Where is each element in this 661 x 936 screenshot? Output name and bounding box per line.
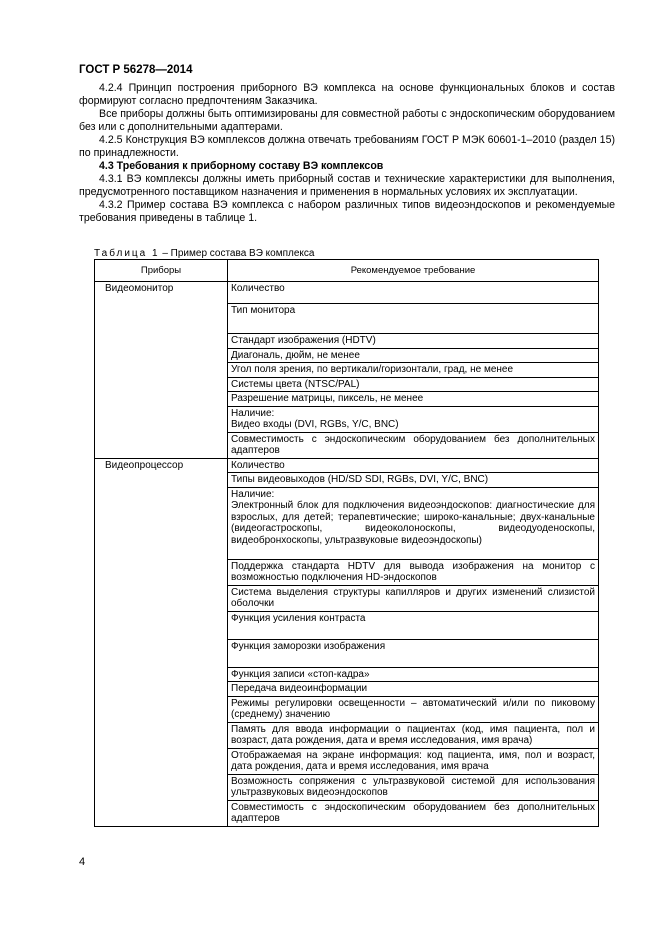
page-number: 4 [79,856,86,868]
requirement-cell: Системы цвета (NTSC/PAL) [228,377,599,392]
requirement-cell: Возможность сопряжения с ультразвуковой системой для использования ультразвуковых видеоэндоскопов [228,774,599,800]
table-caption-text: – Пример состава ВЭ комплекса [159,248,315,259]
requirement-cell: Память для ввода информации о пациентах (код, имя пациента, пол и возраст, дата рождения, дата и время исследования, имя врача) [228,722,599,748]
requirement-cell: Количество [228,458,599,473]
table-row [95,458,599,473]
requirement-cell: Количество [228,282,599,304]
requirement-cell: Типы видеовыходов (HD/SD SDI, RGBs, DVI, Y/C, BNC) [228,473,599,488]
requirement-cell: Наличие: Видео входы (DVI, RGBs, Y/C, BNC) [228,406,599,432]
body-text [79,82,615,225]
paragraph: 4.3.2 Пример состава ВЭ комплекса с набором различных типов видеоэндоскопов и рекомендуемые требования приведены в таблице 1. [79,199,615,224]
device-name: Видеомонитор [95,282,228,459]
paragraph: 4.2.5 Конструкция ВЭ комплексов должна отвечать требованиям ГОСТ Р МЭК 60601-1–2010 (раздел 15) по принадлежности. [79,134,615,159]
device-name: Видеопроцессор [95,458,228,826]
column-header-requirement: Рекомендуемое требование [228,260,599,282]
requirement-cell: Совместимость с эндоскопическим оборудованием без дополнительных адаптеров [228,800,599,826]
table-caption [94,248,314,259]
requirement-cell: Наличие: Электронный блок для подключения видеоэндоскопов: диагностические для взрослых, для детей; терапевтические; широко-канальные; двух-канальные (видеогастроскопы, видеоколоноскопы, видеодуоденоскопы, видеобронхоскопы, ультразвуковые видеоэндоскопы) [228,487,599,559]
requirement-cell: Режимы регулировки освещенности – автоматический и/или по пиковому (среднему) значению [228,696,599,722]
requirement-cell: Тип монитора [228,304,599,334]
requirement-cell: Совместимость с эндоскопическим оборудованием без дополнительных адаптеров [228,432,599,458]
document-id: ГОСТ Р 56278—2014 [79,64,193,76]
requirement-cell: Отображаемая на экране информация: код пациента, имя, пол и возраст, дата рождения, дата и время исследования, имя врача [228,748,599,774]
section-heading: 4.3 Требования к приборному составу ВЭ комплексов [99,160,384,172]
requirement-cell: Стандарт изображения (HDTV) [228,334,599,349]
table-row [95,282,599,304]
requirement-cell: Функция усиления контраста [228,611,599,639]
requirement-cell: Функция заморозки изображения [228,639,599,667]
paragraph: 4.3.1 ВЭ комплексы должны иметь приборный состав и технические характеристики для выполнения, предусмотренного поставщиком назначения и применения в нормальных условиях их эксплуатации. [79,173,615,198]
requirements-table [94,259,599,827]
requirement-cell: Разрешение матрицы, пиксель, не менее [228,392,599,407]
paragraph: 4.2.4 Принцип построения приборного ВЭ комплекса на основе функциональных блоков и состав формируют согласно предпочтениям Заказчика. [79,82,615,107]
requirement-cell: Передача видеоинформации [228,682,599,697]
requirement-cell: Поддержка стандарта HDTV для вывода изображения на монитор с возможностью подключения HD-эндоскопов [228,559,599,585]
requirement-cell: Диагональ, дюйм, не менее [228,348,599,363]
requirement-cell: Система выделения структуры капилляров и других изменений слизистой оболочки [228,585,599,611]
table-caption-label: Таблица 1 [94,248,160,259]
requirement-cell: Функция записи «стоп-кадра» [228,667,599,682]
column-header-devices: Приборы [95,260,228,282]
paragraph: Все приборы должны быть оптимизированы для совместной работы с эндоскопическим оборудованием без или с дополнительными адаптерами. [79,108,615,133]
requirement-cell: Угол поля зрения, по вертикали/горизонтали, град, не менее [228,363,599,378]
